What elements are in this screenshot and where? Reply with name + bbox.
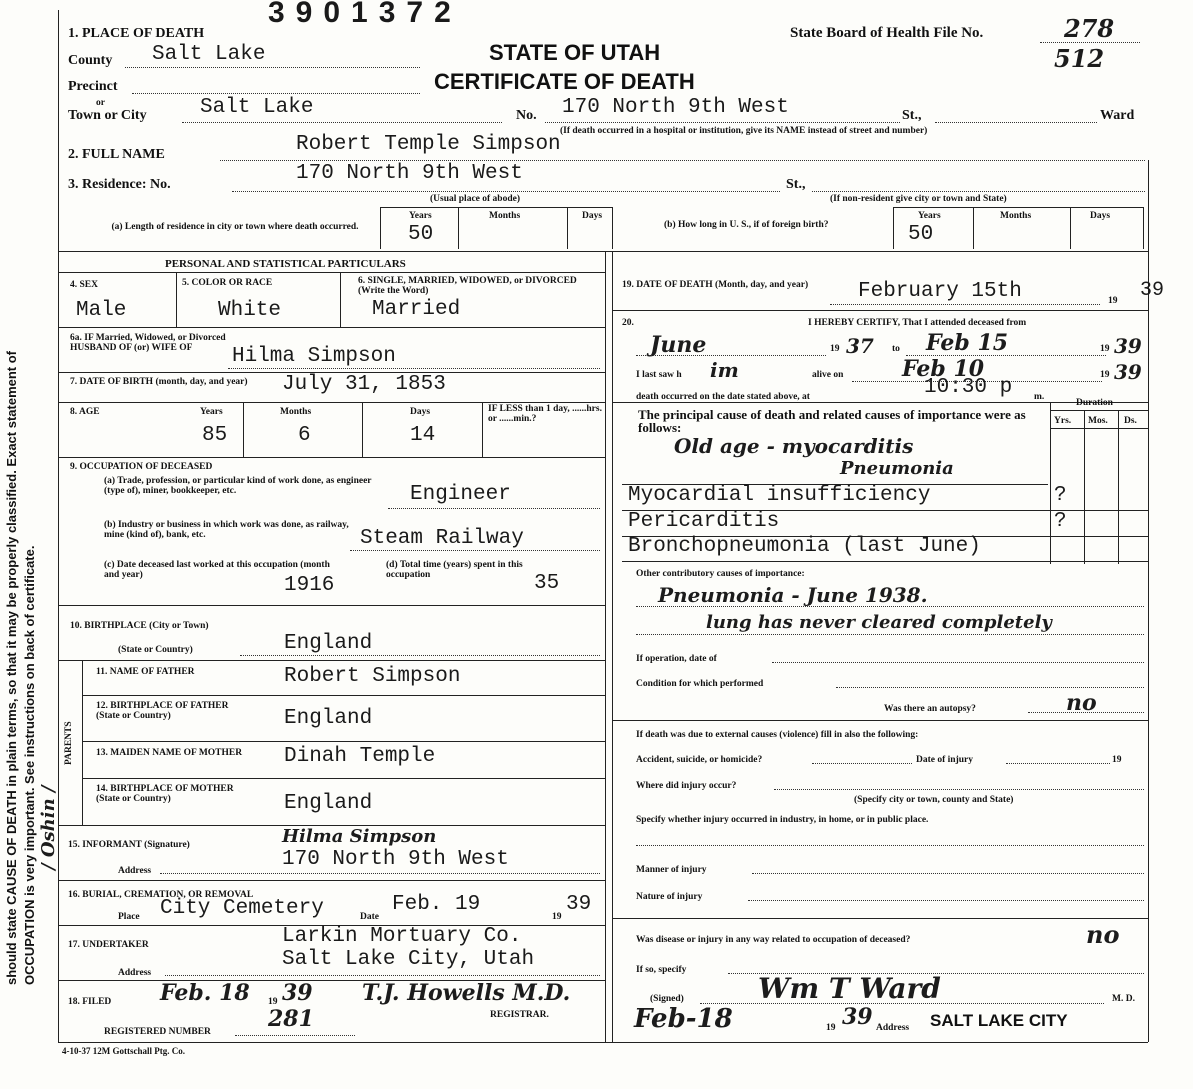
father-label: 11. NAME OF FATHER bbox=[96, 667, 195, 677]
registrar-label: REGISTRAR. bbox=[490, 1010, 549, 1020]
attended-from-prefix: 19 bbox=[830, 344, 840, 354]
row-fbp-bottom bbox=[82, 741, 605, 742]
autopsy-line bbox=[1028, 712, 1144, 713]
undertaker-value: Larkin Mortuary Co. bbox=[282, 925, 522, 948]
duration-line bbox=[1050, 410, 1148, 411]
cert-number: 20. bbox=[622, 318, 634, 328]
marital-value: Married bbox=[372, 298, 461, 321]
res-box-mid2 bbox=[567, 207, 568, 249]
autopsy-label: Was there an autopsy? bbox=[884, 704, 976, 714]
res-months-label: Months bbox=[489, 211, 521, 221]
accident-label: Accident, suicide, or homicide? bbox=[636, 755, 763, 765]
where-label: Where did injury occur? bbox=[636, 781, 737, 791]
undertaker-label: 17. UNDERTAKER bbox=[68, 940, 149, 950]
dod-year-prefix: 19 bbox=[1108, 296, 1118, 306]
dur-col-1 bbox=[1050, 402, 1051, 564]
ds-label: Ds. bbox=[1124, 416, 1137, 426]
undertaker-address-label: Address bbox=[118, 968, 152, 978]
physician-address-label: Address bbox=[876, 1023, 910, 1033]
color-label: 5. COLOR OR RACE bbox=[182, 278, 273, 288]
birthplace-label: 10. BIRTHPLACE (City or Town) bbox=[70, 621, 209, 631]
us-days-label: Days bbox=[1090, 211, 1111, 221]
operation-label: If operation, date of bbox=[636, 654, 717, 664]
signed-date: Feb-18 bbox=[634, 1004, 733, 1034]
dod-line bbox=[830, 304, 1100, 305]
mos-label: Mos. bbox=[1088, 416, 1108, 426]
physician-address: SALT LAKE CITY bbox=[930, 1011, 1068, 1030]
death-time-suffix: m. bbox=[1034, 392, 1045, 402]
file-no-line bbox=[1040, 42, 1140, 43]
mother-bp-label: 14. BIRTHPLACE OF MOTHER (State or Country) bbox=[96, 784, 234, 804]
occ-related-value: no bbox=[1086, 920, 1120, 949]
alive-year: 39 bbox=[1114, 360, 1142, 384]
center-divider-2 bbox=[612, 251, 613, 1042]
row-father-bottom bbox=[82, 695, 605, 696]
other-causes-label: Other contributory causes of importance: bbox=[636, 569, 805, 579]
father-bp-label: 12. BIRTHPLACE OF FATHER (State or Country) bbox=[96, 701, 229, 721]
cause-2: Pericarditis bbox=[628, 510, 780, 533]
occ-b-line bbox=[350, 550, 600, 551]
attended-to-prefix: 19 bbox=[1100, 344, 1110, 354]
us-years-label: Years bbox=[918, 211, 941, 221]
row-sex-bottom bbox=[58, 327, 605, 328]
burial-year-prefix: 19 bbox=[552, 912, 562, 922]
if-so-label: If so, specify bbox=[636, 965, 687, 975]
undertaker-address-line bbox=[165, 975, 600, 976]
county-value: Salt Lake bbox=[152, 43, 266, 66]
signed-line bbox=[700, 1003, 1104, 1004]
full-name-value: Robert Temple Simpson bbox=[296, 133, 561, 156]
dob-label: 7. DATE OF BIRTH (month, day, and year) bbox=[70, 377, 248, 387]
us-months-label: Months bbox=[1000, 211, 1032, 221]
us-box-mid1 bbox=[973, 207, 974, 249]
occ-b-label: (b) Industry or business in which work was done, as railway, mine (kind of), bank, etc. bbox=[104, 520, 349, 540]
state-heading: STATE OF UTAH bbox=[489, 40, 661, 65]
last-saw-label: I last saw h bbox=[636, 370, 682, 380]
parents-col-line bbox=[82, 660, 83, 825]
birthplace-value: England bbox=[284, 632, 373, 655]
accident-line bbox=[812, 763, 912, 764]
mother-value: Dinah Temple bbox=[284, 745, 436, 768]
section-top-line bbox=[58, 251, 1148, 252]
town-line bbox=[182, 122, 502, 123]
certify-text: I HEREBY CERTIFY, That I attended deceased from bbox=[808, 318, 1027, 328]
burial-place-label: Place bbox=[118, 912, 140, 922]
mother-bp-value: England bbox=[284, 792, 373, 815]
sex-label: 4. SEX bbox=[70, 280, 98, 290]
md-label: M. D. bbox=[1112, 994, 1135, 1004]
age-col-1 bbox=[243, 402, 244, 457]
dur-col-3 bbox=[1118, 410, 1119, 564]
occ-a-line bbox=[388, 508, 600, 509]
marital-label: 6. SINGLE, MARRIED, WIDOWED, or DIVORCED (Write the Word) bbox=[358, 276, 577, 296]
sex-value: Male bbox=[76, 299, 127, 322]
dur-header-line bbox=[1050, 428, 1148, 429]
row-inf-bottom bbox=[58, 880, 605, 881]
filed-label: 18. FILED bbox=[68, 997, 112, 1007]
attended-from-line bbox=[636, 355, 826, 356]
attended-from: June bbox=[650, 332, 707, 358]
us-label: (b) How long in U. S., if of foreign birth? bbox=[664, 220, 829, 230]
occ-c-label: (c) Date deceased last worked at this occupation (month and year) bbox=[104, 560, 330, 580]
us-box-mid2 bbox=[1070, 207, 1071, 249]
dod-year: 39 bbox=[1140, 279, 1165, 302]
us-box-top bbox=[893, 207, 1143, 208]
age-months-label: Months bbox=[280, 407, 312, 417]
operation-line bbox=[772, 662, 1144, 663]
row-occ-bottom bbox=[58, 605, 605, 606]
condition-line bbox=[836, 687, 1144, 688]
informant-signature: Hilma Simpson bbox=[282, 826, 437, 847]
occ-a-label: (a) Trade, profession, or particular kind of work done, as engineer (type of), miner, bookkeeper, etc. bbox=[104, 476, 372, 496]
row-dod-bottom bbox=[612, 310, 1148, 311]
physician-signature: Wm T Ward bbox=[758, 972, 941, 1005]
us-years-value: 50 bbox=[908, 223, 934, 246]
duration-label: Duration bbox=[1076, 398, 1113, 408]
certificate-title: CERTIFICATE OF DEATH bbox=[434, 69, 695, 94]
reg-number-value: 281 bbox=[268, 1006, 314, 1032]
address-value: 170 North 9th West bbox=[562, 96, 789, 119]
occ-b-value: Steam Railway bbox=[360, 527, 524, 550]
residence-st-line bbox=[812, 191, 1145, 192]
alive-on-label: alive on bbox=[812, 370, 844, 380]
burial-place: City Cemetery bbox=[160, 897, 324, 920]
registrar-signature: T.J. Howells M.D. bbox=[362, 980, 571, 1006]
occ-d-value: 35 bbox=[534, 572, 560, 595]
filed-date: Feb. 18 bbox=[160, 980, 250, 1006]
age-days-label: Days bbox=[410, 407, 431, 417]
ward-label: Ward bbox=[1100, 108, 1135, 123]
place-label: 1. PLACE OF DEATH bbox=[68, 26, 205, 41]
reg-number-label: REGISTERED NUMBER bbox=[104, 1027, 211, 1037]
father-value: Robert Simpson bbox=[284, 665, 461, 688]
reg-number-line bbox=[235, 1035, 355, 1036]
age-years-label: Years bbox=[200, 407, 223, 417]
specify-where-line bbox=[636, 845, 1144, 846]
color-col-line bbox=[340, 272, 341, 327]
yrs-label: Yrs. bbox=[1054, 416, 1072, 426]
address-line bbox=[545, 122, 900, 123]
spouse-value: Hilma Simpson bbox=[232, 345, 396, 368]
age-label: 8. AGE bbox=[70, 407, 100, 417]
autopsy-value: no bbox=[1066, 690, 1097, 716]
res-days-label: Days bbox=[582, 211, 603, 221]
margin-handwriting: / Oshin / bbox=[38, 785, 59, 870]
injury-date-line bbox=[1006, 763, 1110, 764]
informant-label: 15. INFORMANT (Signature) bbox=[68, 840, 190, 850]
attended-to: Feb 15 bbox=[926, 330, 1009, 356]
age-years-value: 85 bbox=[202, 424, 228, 447]
nonres-note: (If non-resident give city or town and State) bbox=[830, 194, 1007, 204]
alive-year-prefix: 19 bbox=[1100, 370, 1110, 380]
occ-a-value: Engineer bbox=[410, 483, 511, 506]
town-label: Town or City bbox=[68, 108, 147, 123]
residence-value: 170 North 9th West bbox=[296, 162, 523, 185]
age-col-2 bbox=[362, 402, 363, 457]
st-label: St., bbox=[902, 108, 922, 123]
where-line bbox=[774, 789, 1144, 790]
file-no-2: 512 bbox=[1054, 44, 1105, 73]
specify-city: (Specify city or town, county and State) bbox=[854, 795, 1014, 805]
nature-label: Nature of injury bbox=[636, 892, 703, 902]
age-days-value: 14 bbox=[410, 424, 436, 447]
full-name-label: 2. FULL NAME bbox=[68, 147, 165, 162]
residence-label: 3. Residence: No. bbox=[68, 177, 171, 192]
manner-label: Manner of injury bbox=[636, 865, 707, 875]
filed-year-prefix: 19 bbox=[268, 997, 278, 1007]
printer-footer: 4-10-37 12M Gottschall Ptg. Co. bbox=[62, 1046, 185, 1056]
usual-note: (Usual place of abode) bbox=[430, 194, 520, 204]
hospital-note: (If death occurred in a hospital or institution, give its NAME instead of street and number) bbox=[560, 126, 928, 136]
cause-1: Myocardial insufficiency bbox=[628, 484, 931, 507]
left-border bbox=[58, 10, 59, 1042]
margin-note-line1: should state CAUSE OF DEATH in plain terms, so that it may be properly classified. Exact statement of bbox=[4, 350, 19, 985]
dod-value: February 15th bbox=[858, 280, 1022, 303]
alive-on: Feb 10 bbox=[902, 356, 985, 382]
occ-d-label: (d) Total time (years) spent in this occupation bbox=[386, 560, 523, 580]
other-line-2 bbox=[636, 634, 1144, 635]
full-name-line bbox=[220, 160, 1145, 161]
parents-label: PARENTS bbox=[64, 721, 74, 765]
age-less-label: IF LESS than 1 day, ......hrs. or ......min.? bbox=[488, 404, 602, 424]
signed-label: (Signed) bbox=[650, 994, 684, 1004]
serial-number: 3901372 bbox=[268, 0, 462, 29]
burial-date: Feb. 19 bbox=[392, 893, 481, 916]
undertaker-address: Salt Lake City, Utah bbox=[282, 948, 535, 971]
manner-line bbox=[752, 873, 1144, 874]
injury-year-prefix: 19 bbox=[1112, 755, 1122, 765]
file-no-label: State Board of Health File No. bbox=[790, 25, 984, 41]
row-autopsy-bottom bbox=[612, 720, 1148, 721]
no-label: No. bbox=[516, 108, 537, 123]
birthplace-line bbox=[240, 655, 600, 656]
row-dob-bottom bbox=[58, 402, 605, 403]
age-col-3 bbox=[482, 402, 483, 457]
file-no-1: 278 bbox=[1064, 14, 1115, 43]
burial-date-label: Date bbox=[360, 912, 379, 922]
dod-label: 19. DATE OF DEATH (Month, day, and year) bbox=[622, 280, 809, 290]
personal-title: PERSONAL AND STATISTICAL PARTICULARS bbox=[165, 258, 406, 270]
row-time-bottom bbox=[612, 402, 1148, 403]
father-bp-value: England bbox=[284, 707, 373, 730]
us-box-left bbox=[893, 207, 894, 249]
other-cause-1: Pneumonia - June 1938. bbox=[658, 583, 928, 607]
res-years-value: 50 bbox=[408, 223, 434, 246]
row-age-bottom bbox=[58, 457, 605, 458]
res-box-mid1 bbox=[458, 207, 459, 249]
sex-col-line bbox=[176, 272, 177, 327]
burial-label: 16. BURIAL, CREMATION, OR REMOVAL bbox=[68, 890, 254, 900]
age-months-value: 6 bbox=[298, 424, 311, 447]
cause-3-line bbox=[622, 561, 1148, 562]
mother-label: 13. MAIDEN NAME OF MOTHER bbox=[96, 748, 243, 758]
death-time: 10:30 p bbox=[924, 376, 1013, 399]
or-label: or bbox=[96, 98, 105, 108]
personal-title-line bbox=[58, 272, 605, 273]
burial-year: 39 bbox=[566, 893, 592, 916]
occ-label: 9. OCCUPATION OF DECEASED bbox=[70, 462, 213, 472]
cause-1-q: ? bbox=[1054, 484, 1067, 507]
row-mother-bottom bbox=[82, 778, 605, 779]
cause-handwritten-2: Pneumonia bbox=[840, 458, 954, 479]
ward-line bbox=[935, 122, 1097, 123]
informant-address: 170 North 9th West bbox=[282, 848, 509, 871]
informant-address-line bbox=[160, 873, 600, 874]
occ-related-label: Was disease or injury in any way related to occupation of deceased? bbox=[636, 935, 911, 945]
res-years-label: Years bbox=[409, 211, 432, 221]
death-time-label: death occurred on the date stated above, at bbox=[636, 392, 810, 402]
cause-3: Bronchopneumonia (last June) bbox=[628, 535, 981, 558]
res-box-top bbox=[380, 207, 612, 208]
other-cause-2: lung has never cleared completely bbox=[706, 612, 1052, 633]
signed-year-prefix: 19 bbox=[826, 1023, 836, 1033]
signed-year: 39 bbox=[842, 1004, 873, 1030]
external-label: If death was due to external causes (violence) fill in also the following: bbox=[636, 730, 919, 740]
center-divider bbox=[605, 251, 606, 1042]
spouse-label: 6a. IF Married, Widowed, or Divorced HUSBAND OF (or) WIFE OF bbox=[70, 333, 226, 353]
attended-from-year: 37 bbox=[846, 334, 874, 358]
margin-note-line2: OCCUPATION is very important. See instructions on back of certificate. bbox=[22, 545, 37, 985]
row-nature-bottom bbox=[612, 918, 1148, 919]
color-value: White bbox=[218, 299, 282, 322]
precinct-line bbox=[132, 93, 420, 94]
dob-value: July 31, 1853 bbox=[282, 373, 446, 396]
residence-st-label: St., bbox=[786, 177, 806, 192]
dur-col-2 bbox=[1084, 410, 1085, 564]
specify-where: Specify whether injury occurred in industry, in home, or in public place. bbox=[636, 815, 929, 825]
nature-line bbox=[748, 900, 1144, 901]
informant-address-label: Address bbox=[118, 866, 152, 876]
county-line bbox=[125, 67, 420, 68]
birthplace-sub: (State or Country) bbox=[118, 645, 193, 655]
filed-year: 39 bbox=[282, 980, 313, 1006]
row-bp-bottom bbox=[58, 660, 605, 661]
cause-handwritten-1: Old age - myocarditis bbox=[674, 434, 914, 458]
condition-label: Condition for which performed bbox=[636, 679, 764, 689]
other-line-1 bbox=[636, 606, 1144, 607]
cause-label: The principal cause of death and related causes of importance were as follows: bbox=[638, 407, 1026, 435]
spouse-line bbox=[228, 368, 600, 369]
cause-2-q: ? bbox=[1054, 510, 1067, 533]
bottom-border bbox=[58, 1042, 1148, 1043]
to-label: to bbox=[892, 344, 900, 354]
occ-c-value: 1916 bbox=[284, 574, 335, 597]
town-value: Salt Lake bbox=[200, 96, 314, 119]
residence-line bbox=[232, 191, 780, 192]
county-label: County bbox=[68, 53, 113, 68]
res-box-right bbox=[612, 207, 613, 249]
precinct-label: Precinct bbox=[68, 79, 118, 94]
attended-to-year: 39 bbox=[1114, 334, 1142, 358]
length-label: (a) Length of residence in city or town where death occurred. bbox=[111, 222, 359, 232]
us-box-right bbox=[1143, 207, 1144, 249]
last-saw-him: im bbox=[710, 358, 739, 382]
res-box-left bbox=[380, 207, 381, 249]
injury-date-label: Date of injury bbox=[916, 755, 973, 765]
